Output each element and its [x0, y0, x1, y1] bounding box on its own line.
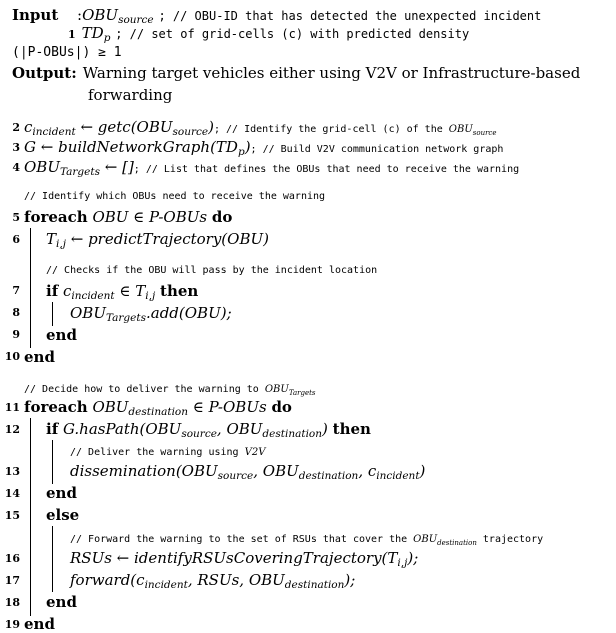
foreach-rule-1 — [30, 228, 31, 348]
line-5: foreach OBU ∈ P-OBUs do — [24, 208, 233, 226]
line-17: $forward(c_{incident}$, RSUs, $OBU_{destination}$); — [70, 571, 356, 591]
line-4: $OBU_{Targets}$ ← []; // List that defines the OBUs that need to receive the warning — [24, 158, 520, 178]
line-6: $T_{i,j}$ ← predictTrajectory(OBU) — [46, 230, 269, 250]
line-2: $c_{incident}$ ← $getc(OBU_{source})$; // Identify the grid-cell (c) of the $OBU_{source}$ — [24, 118, 497, 138]
if-rule-1 — [52, 302, 53, 326]
line-12: if $G.hasPath(OBU_{source}$, $OBU_{destination}$) then — [46, 420, 371, 440]
comment-forward: // Forward the warning to the set of RSUs that cover the $OBU_{destination}$ trajectory — [70, 534, 544, 547]
input-line-2: 1 $TD_p$ ; // set of grid-cells (c) with predicted density — [68, 24, 470, 44]
comment-decide: // Decide how to deliver the warning to $OBU_{Targets}$ — [24, 384, 316, 397]
input-line: Input $:OBU_{source}$ ; // OBU-ID that has detected the unexpected incident — [12, 6, 542, 26]
output-line-2: forwarding — [88, 86, 173, 104]
else-rule — [52, 526, 53, 592]
line-9: end — [46, 326, 77, 344]
line-15: else — [46, 506, 80, 524]
comment-checks: // Checks if the OBU will pass by the incident location — [46, 265, 378, 276]
if-rule-2 — [52, 440, 53, 484]
line-16: RSUs ← $identifyRSUsCoveringTrajectory(T_{i,j})$; — [70, 549, 419, 569]
line-11: foreach $OBU_{destination}$ ∈ P-OBUs do — [24, 398, 292, 418]
output-line: Output: Warning target vehicles either using V2V or Infrastructure-based — [12, 64, 581, 82]
line-10: end — [24, 348, 55, 366]
input-label: Input — [12, 6, 59, 24]
line-13: $dissemination(OBU_{source}$, $OBU_{destination}$, $c_{incident}$) — [70, 462, 426, 482]
line-19: end — [24, 615, 55, 633]
comment-identify: // Identify which OBUs need to receive the warning — [24, 191, 326, 202]
density-condition: (|P-OBUs|) ≥ 1 — [12, 45, 122, 60]
line-7: if $c_{incident}$ ∈ $T_{i,j}$ then — [46, 282, 199, 302]
line-8: $OBU_{Targets}.add(OBU)$; — [70, 304, 232, 324]
line-18: end — [46, 593, 77, 611]
line-3: G ← $buildNetworkGraph(TD_p)$; // Build V2V communication network graph — [24, 138, 504, 158]
foreach-rule-2 — [30, 418, 31, 616]
line-14: end — [46, 484, 77, 502]
comment-v2v: // Deliver the warning using V2V — [70, 447, 266, 458]
input-comment: ; // OBU-ID that has detected the unexpected incident — [158, 9, 542, 23]
